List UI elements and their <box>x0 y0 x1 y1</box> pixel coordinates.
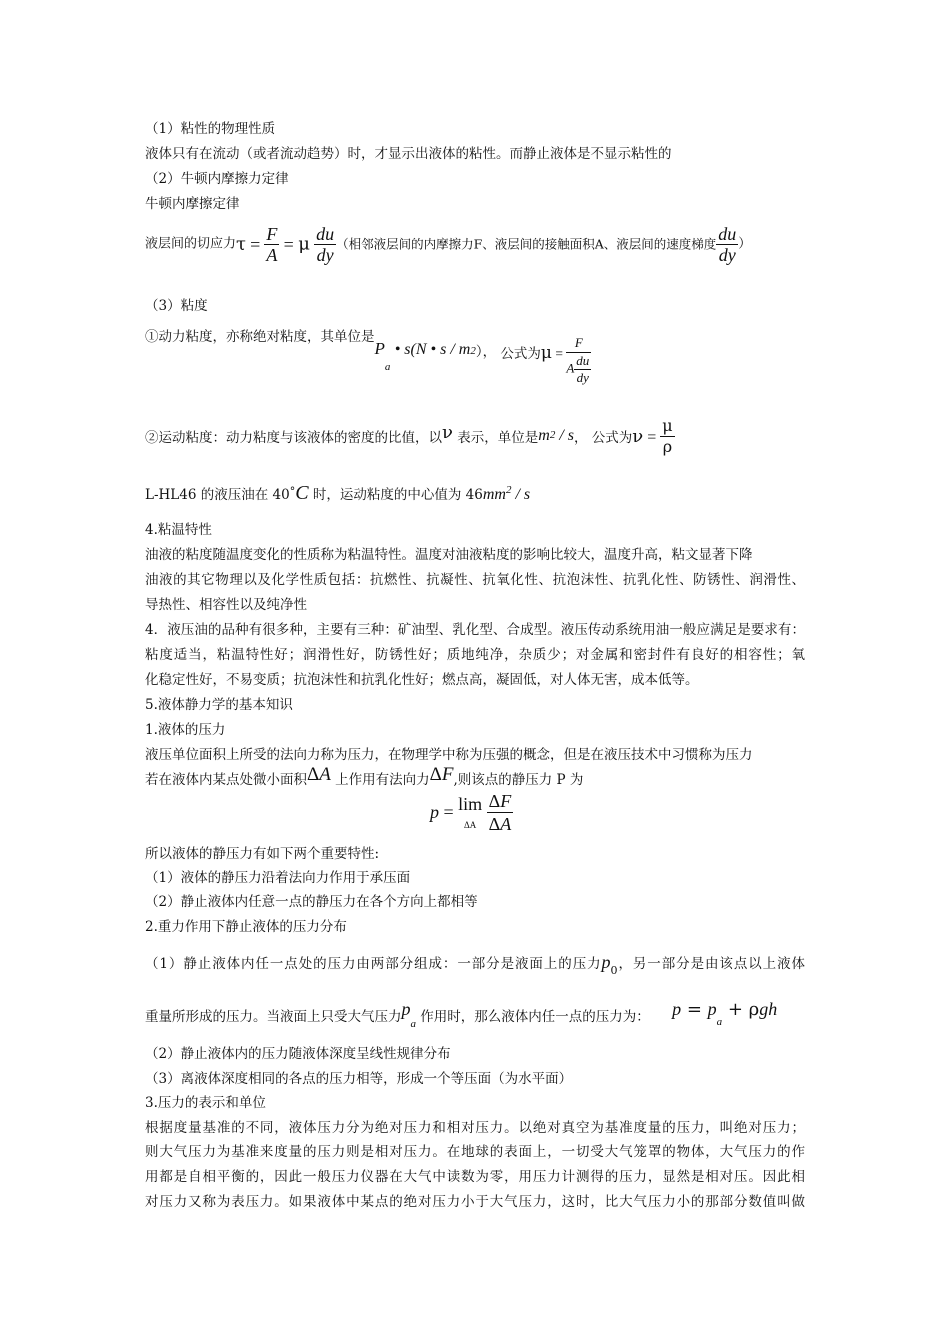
paragraph-oil-types-3: 化稳定性好，不易变质；抗泡沫性和抗乳化性好；燃点高，凝固低，对人体无害，成本低等。 <box>145 672 699 688</box>
heading-viscosity-property: （1）粘性的物理性质 <box>145 121 276 137</box>
paragraph-other-properties: 油液的其它物理以及化学性质包括：抗燃性、抗凝性、抗氧化性、抗泡沫性、抗乳化性、防锈性、润滑性、 <box>145 572 805 588</box>
property-1: （1）液体的静压力沿着法向力作用于承压面 <box>145 870 411 886</box>
paragraph-units-4: 对压力又称为表压力。如果液体中某点的绝对压力小于大气压力，这时，比大气压力小的那部分数值叫做 <box>145 1194 805 1210</box>
heading-liquid-pressure: 1.液体的压力 <box>145 722 226 738</box>
kin-text: ②运动粘度：动力粘度与该液体的密度的比值，以 <box>145 430 442 446</box>
kin-mid: 表示，单位是 <box>452 430 539 446</box>
press-text2: ，另一部分是由该点以上液体 <box>617 956 806 972</box>
oil-mid: 时，运动粘度的中心值为 46 <box>312 487 483 503</box>
shear-stress-line: 液层间的切应力τ = $\frac{F}{A}$ = μ $\frac{du}{dy}$ （相邻液层间的内摩擦力F、液层间的接触面积A、液层间的速度梯度 $\frac{du}{dy}$ ） <box>145 224 752 265</box>
pressure-formula-line: 重量所形成的压力。当液面上只受大气压力$p_a$ 作用时，那么液体内任一点的压力为： $p = p_a + \rho gh$ <box>145 999 778 1030</box>
property-2: （2）静止液体内任意一点的静压力在各个方向上都相等 <box>145 894 478 910</box>
oil-line: L-HL46 的液压油在 40°C 时，运动粘度的中心值为 $46mm^2$ / s <box>145 482 531 504</box>
paragraph-units-3: 用都是自相平衡的，因此一般压力仪器在大气中读数为零，用压力计测得的压力，显然是相对压。因此相 <box>145 1169 805 1185</box>
heading-viscosity-temperature: 4.粘温特性 <box>145 522 212 538</box>
pressure-composition-line: （1）静止液体内任一点处的压力由两部分组成：一部分是液面上的压力$p_0$，另一部分是由该点以上液体 <box>145 952 806 977</box>
pressure-linear: （2）静止液体内的压力随液体深度呈线性规律分布 <box>145 1046 451 1062</box>
paragraph-pressure-def: 液压单位面积上所受的法向力称为压力，在物理学中称为压强的概念，但是在液压技术中习惯称为压力 <box>145 747 753 763</box>
press-text: （1）静止液体内任一点处的压力由两部分组成：一部分是液面上的压力 <box>145 956 602 972</box>
paragraph-oil-types-1: 4．液压油的品种有很多种，主要有三种：矿油型、乳化型、合成型。液压传动系统用油一般应满足是要求有： <box>145 622 805 638</box>
heading-newton-law: （2）牛顿内摩擦力定律 <box>145 171 289 187</box>
dyn-unit-close: ）， <box>475 343 497 360</box>
label-newton-law: 牛顿内摩擦定律 <box>145 196 240 212</box>
shear-prefix: 液层间的切应力 <box>145 236 237 252</box>
shear-close: ） <box>738 236 752 252</box>
shear-note: （相邻液层间的内摩擦力F、液层间的接触面积A、液层间的速度梯度 <box>336 236 717 252</box>
oil-text: L-HL46 的液压油在 40 <box>145 487 290 503</box>
pressure-isobar: （3）离液体深度相同的各点的压力相等，形成一个等压面（为水平面） <box>145 1071 573 1087</box>
heading-viscosity: （3）粘度 <box>145 298 208 314</box>
dyn-formula-label: 公式为 <box>500 345 541 362</box>
kin-formula-label: 公式为 <box>591 430 633 446</box>
dyn-text: ①动力粘度，亦称绝对粘度，其单位是 <box>145 329 375 345</box>
paragraph-units-2: 则大气压力为基准来度量的压力则是相对压力。在地球的表面上，一切受大气笼罩的物体，大气压力的作 <box>145 1144 805 1160</box>
heading-pressure-units: 3.压力的表示和单位 <box>145 1095 266 1111</box>
paragraph-two-properties: 所以液体的静压力有如下两个重要特性: <box>145 846 380 862</box>
paragraph-viscosity-temperature: 油液的粘度随温度变化的性质称为粘温特性。温度对油液粘度的影响比较大，温度升高，粘文显著下降 <box>145 547 753 563</box>
point-mid: 上作用有法向力 <box>335 772 430 788</box>
heading-hydrostatics: 5.液体静力学的基本知识 <box>145 697 293 713</box>
limit-formula: p = lim ΔA $\frac{\Delta F}{\Delta A}$ <box>430 791 512 834</box>
press-line2b: 作用时，那么液体内任一点的压力为： <box>420 1009 650 1025</box>
press-line2: 重量所形成的压力。当液面上只受大气压力 <box>145 1009 402 1025</box>
point-pressure-line: 若在液体内某点处微小面积ΔA 上作用有法向力ΔF,则该点的静压力 P 为 <box>145 764 584 788</box>
paragraph-viscosity: 液体只有在流动（或者流动趋势）时，才显示出液体的粘性。而静止液体是不显示粘性的 <box>145 146 672 162</box>
paragraph-oil-types-2: 粘度适当，粘温特性好；润滑性好，防锈性好；质地纯净，杂质少；对金属和密封件有良好的相容性；氧 <box>145 647 805 663</box>
paragraph-other-properties-2: 导热性、相容性以及纯净性 <box>145 597 307 613</box>
kin-comma: ， <box>573 430 588 446</box>
point-end: ,则该点的静压力 P 为 <box>453 772 584 788</box>
kinematic-viscosity-line: ②运动粘度：动力粘度与该液体的密度的比值，以ν 表示，单位是$m_2$ / s， 公式为ν = $\frac{\mu}{\rho}$ <box>145 416 673 456</box>
dynamic-viscosity-line: ①动力粘度，亦称绝对粘度，其单位是$P_a$ • s(N • s / $m_2$）， 公式为μ = F A $\frac{du}{dy}$ <box>145 329 590 385</box>
paragraph-units-1: 根据度量基准的不同，液体压力分为绝对压力和相对压力。以绝对真空为基准度量的压力，叫绝对压力； <box>145 1120 805 1136</box>
heading-gravity-pressure: 2.重力作用下静止液体的压力分布 <box>145 919 347 935</box>
point-text: 若在液体内某点处微小面积 <box>145 772 307 788</box>
